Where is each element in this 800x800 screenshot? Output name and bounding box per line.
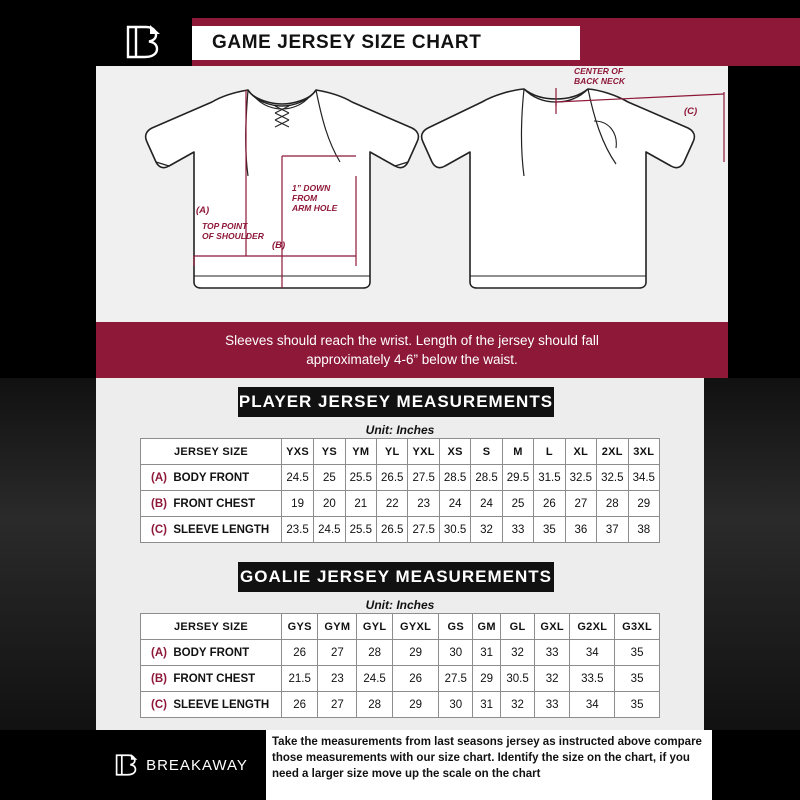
goalie-size-header-gl: GL [501, 614, 535, 640]
jersey-diagrams [96, 66, 728, 322]
goalie-cell: 34 [570, 640, 615, 666]
footer-brand-text: BREAKAWAY [146, 756, 248, 774]
player-size-header-ym: YM [345, 439, 376, 465]
note-right-black [728, 322, 800, 378]
player-unit-label: Unit: Inches [365, 423, 435, 437]
goalie-cell: 31 [473, 640, 501, 666]
player-row-label: (A) BODY FRONT [141, 465, 282, 491]
down-arm-line2: FROM [292, 193, 318, 203]
player-cell: 25.5 [345, 517, 376, 543]
page-title [192, 26, 580, 60]
goalie-cell: 23 [318, 666, 357, 692]
goalie-size-header-gyl: GYL [357, 614, 392, 640]
goalie-section-header [238, 562, 554, 592]
goalie-cell: 26 [282, 640, 318, 666]
player-cell: 21 [345, 491, 376, 517]
player-cell: 32 [471, 517, 502, 543]
brand-logo [96, 18, 192, 66]
goalie-section-title: GOALIE JERSEY MEASUREMENTS [240, 567, 552, 586]
player-row-label: (B) FRONT CHEST [141, 491, 282, 517]
goalie-measurements-table [140, 613, 660, 718]
goalie-table-header-row [141, 614, 660, 640]
brand-b-icon [124, 25, 164, 59]
goalie-table-row [141, 666, 660, 692]
goalie-table-row [141, 692, 660, 718]
player-cell: 36 [565, 517, 596, 543]
player-cell: 22 [377, 491, 408, 517]
goalie-cell: 32 [534, 666, 569, 692]
goalie-row-label: (A) BODY FRONT [141, 640, 282, 666]
footer-right-black [712, 730, 800, 800]
goalie-row-label: (B) FRONT CHEST [141, 666, 282, 692]
player-cell: 27 [565, 491, 596, 517]
goalie-cell: 33 [534, 640, 569, 666]
player-table-row [141, 465, 660, 491]
player-cell: 29 [628, 491, 659, 517]
illustration-left-black [0, 66, 96, 322]
page-title-text: GAME JERSEY SIZE CHART [212, 32, 482, 53]
player-cell: 20 [314, 491, 345, 517]
down-arm-line1: 1” DOWN [292, 183, 331, 193]
player-cell: 35 [534, 517, 565, 543]
brand-logo-glyph [124, 25, 164, 59]
player-size-header-xl: XL [565, 439, 596, 465]
player-cell: 27.5 [408, 517, 439, 543]
player-size-header-m: M [502, 439, 533, 465]
player-size-header-xs: XS [439, 439, 470, 465]
goalie-cell: 35 [615, 666, 660, 692]
down-arm-line3: ARM HOLE [292, 203, 338, 213]
goalie-cell: 28 [357, 692, 392, 718]
player-size-header-yxl: YXL [408, 439, 439, 465]
goalie-cell: 27 [318, 640, 357, 666]
goalie-size-label: JERSEY SIZE [141, 614, 282, 640]
goalie-size-header-g3xl: G3XL [615, 614, 660, 640]
goalie-cell: 26 [282, 692, 318, 718]
footer-left-black [0, 730, 96, 800]
player-cell: 19 [282, 491, 314, 517]
goalie-cell: 27.5 [439, 666, 473, 692]
player-cell: 28.5 [471, 465, 502, 491]
goalie-size-header-gyxl: GYXL [392, 614, 439, 640]
player-section-header [238, 387, 554, 417]
player-cell: 32.5 [565, 465, 596, 491]
player-cell: 24 [471, 491, 502, 517]
player-cell: 24 [439, 491, 470, 517]
goalie-cell: 34 [570, 692, 615, 718]
goalie-unit-label: Unit: Inches [365, 598, 435, 612]
player-cell: 25.5 [345, 465, 376, 491]
goalie-cell: 31 [473, 692, 501, 718]
player-cell: 26.5 [377, 517, 408, 543]
top-point-line2: OF SHOULDER [202, 231, 264, 241]
player-table-row [141, 491, 660, 517]
player-size-header-l: L [534, 439, 565, 465]
footer-b-icon [114, 752, 140, 778]
goalie-table-body [141, 640, 660, 718]
goalie-cell: 32 [501, 692, 535, 718]
goalie-cell: 32 [501, 640, 535, 666]
player-size-label: JERSEY SIZE [141, 439, 282, 465]
player-cell: 24.5 [314, 517, 345, 543]
player-size-header-s: S [471, 439, 502, 465]
note-left-black [0, 322, 96, 378]
goalie-cell: 35 [615, 692, 660, 718]
player-size-header-yxs: YXS [282, 439, 314, 465]
goalie-cell: 29 [392, 640, 439, 666]
player-table-header-row [141, 439, 660, 465]
player-cell: 23 [408, 491, 439, 517]
player-table-body [141, 465, 660, 543]
player-table-row [141, 517, 660, 543]
goalie-cell: 30.5 [501, 666, 535, 692]
player-cell: 30.5 [439, 517, 470, 543]
center-back-neck-line2: BACK NECK [574, 76, 625, 86]
player-cell: 32.5 [597, 465, 628, 491]
player-cell: 28 [597, 491, 628, 517]
label-c: (C) [684, 106, 698, 117]
player-row-label: (C) SLEEVE LENGTH [141, 517, 282, 543]
player-size-header-yl: YL [377, 439, 408, 465]
player-size-header-ys: YS [314, 439, 345, 465]
player-cell: 24.5 [282, 465, 314, 491]
player-cell: 25 [314, 465, 345, 491]
goalie-size-header-gm: GM [473, 614, 501, 640]
goalie-cell: 33.5 [570, 666, 615, 692]
fit-note-line1: Sleeves should reach the wrist. Length of the jersey should fall [225, 333, 599, 348]
player-cell: 23.5 [282, 517, 314, 543]
center-back-neck-line1: CENTER OF [574, 66, 624, 76]
goalie-cell: 29 [473, 666, 501, 692]
label-a: (A) [196, 205, 210, 216]
fit-note-line2: approximately 4-6” below the waist. [306, 352, 518, 367]
footer-instructions: Take the measurements from last seasons jersey as instructed above compare those measurements with our size chart. Identify the size on the chart, if you need a larger size move up the scale on the chart [272, 736, 702, 780]
goalie-cell: 28 [357, 640, 392, 666]
player-cell: 29.5 [502, 465, 533, 491]
header-left-black [0, 18, 96, 66]
illustration-right-black [728, 66, 800, 322]
footer-brand [96, 730, 266, 800]
back-jersey-drawing [422, 89, 698, 288]
player-cell: 34.5 [628, 465, 659, 491]
player-section-title: PLAYER JERSEY MEASUREMENTS [238, 392, 554, 411]
player-cell: 25 [502, 491, 533, 517]
goalie-cell: 27 [318, 692, 357, 718]
player-cell: 26.5 [377, 465, 408, 491]
player-cell: 31.5 [534, 465, 565, 491]
goalie-cell: 30 [439, 692, 473, 718]
goalie-cell: 24.5 [357, 666, 392, 692]
goalie-cell: 30 [439, 640, 473, 666]
goalie-size-header-gym: GYM [318, 614, 357, 640]
top-black-band [0, 0, 800, 18]
player-cell: 28.5 [439, 465, 470, 491]
goalie-cell: 29 [392, 692, 439, 718]
goalie-size-header-gxl: GXL [534, 614, 569, 640]
player-cell: 33 [502, 517, 533, 543]
player-cell: 27.5 [408, 465, 439, 491]
goalie-cell: 26 [392, 666, 439, 692]
goalie-cell: 35 [615, 640, 660, 666]
label-b: (B) [272, 240, 286, 251]
goalie-row-label: (C) SLEEVE LENGTH [141, 692, 282, 718]
top-point-line1: TOP POINT [202, 221, 248, 231]
player-measurements-table [140, 438, 660, 543]
player-size-header-3xl: 3XL [628, 439, 659, 465]
goalie-size-header-gys: GYS [282, 614, 318, 640]
goalie-cell: 33 [534, 692, 569, 718]
player-cell: 38 [628, 517, 659, 543]
fit-note [96, 322, 728, 378]
player-size-header-2xl: 2XL [597, 439, 628, 465]
goalie-size-header-g2xl: G2XL [570, 614, 615, 640]
goalie-size-header-gs: GS [439, 614, 473, 640]
player-cell: 26 [534, 491, 565, 517]
goalie-cell: 21.5 [282, 666, 318, 692]
player-cell: 37 [597, 517, 628, 543]
goalie-table-row [141, 640, 660, 666]
